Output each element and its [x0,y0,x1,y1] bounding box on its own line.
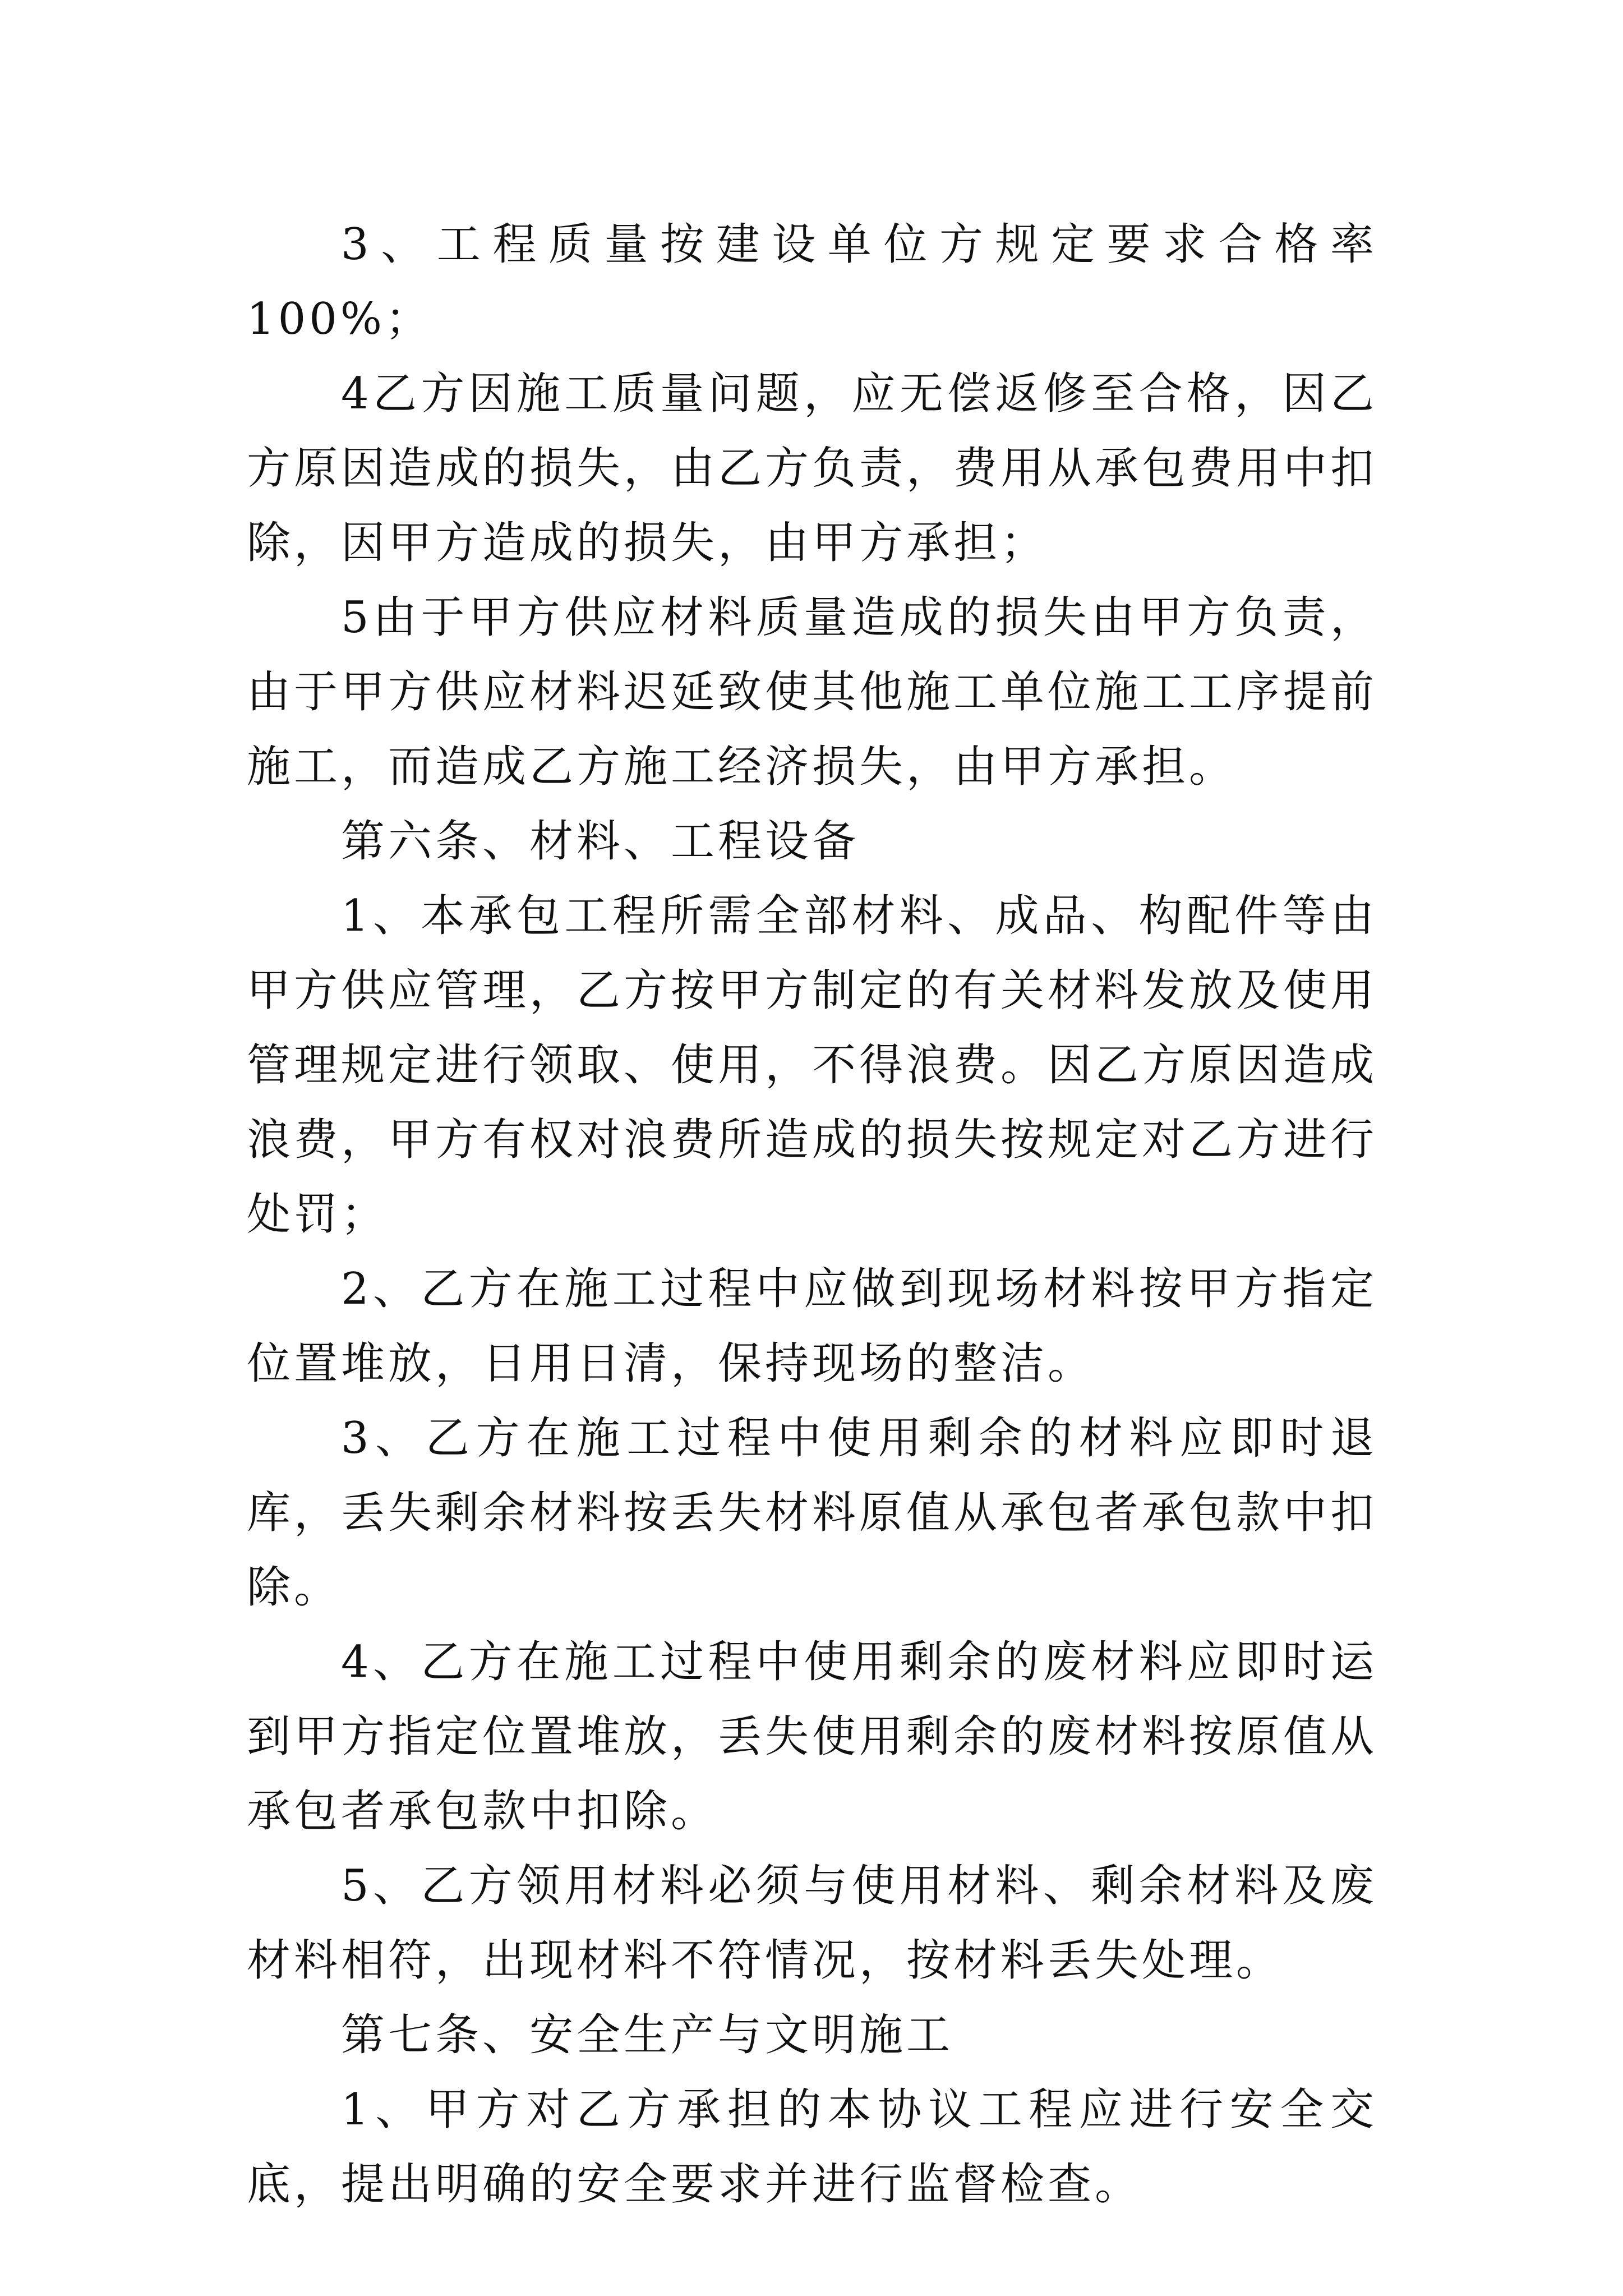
paragraph-surplus-return: 3、乙方在施工过程中使用剩余的材料应即时退库，丢失剩余材料按丢失材料原值从承包者承包款中扣除。 [247,1413,1378,1613]
paragraph-safety-briefing: 1、甲方对乙方承担的本协议工程应进行安全交底，提出明确的安全要求并进行监督检查。 [247,2085,1377,2210]
paragraph-waste-material: 4、乙方在施工过程中使用剩余的废材料应即时运到甲方指定位置堆放，丢失使用剩余的废材料按原值从承包者承包款中扣除。 [247,1637,1378,1837]
paragraph-material-reconciliation: 5、乙方领用材料必须与使用材料、剩余材料及废材料相符，出现材料不符情况，按材料丢失处理。 [247,1861,1377,1986]
paragraph-material-management: 1、本承包工程所需全部材料、成品、构配件等由甲方供应管理，乙方按甲方制定的有关材料发放及使用管理规定进行领取、使用，不得浪费。因乙方原因造成浪费，甲方有权对浪费所造成的损失按规定对乙方进行处罚； [247,891,1378,1240]
paragraph-material-supply-loss: 5由于甲方供应材料质量造成的损失由甲方负责，由于甲方供应材料迟延致使其他施工单位施工工序提前施工，而造成乙方施工经济损失，由甲方承担。 [247,592,1378,792]
document-body [247,208,1377,2222]
article-six-heading: 第六条、材料、工程设备 [341,816,860,867]
paragraph-quality-rate: 3、工程质量按建设单位方规定要求合格率100%； [247,219,1377,344]
paragraph-rework-liability: 4乙方因施工质量问题，应无偿返修至合格，因乙方原因造成的损失，由乙方负责，费用从承包费用中扣除，因甲方造成的损失，由甲方承担； [247,369,1378,568]
paragraph-site-stacking: 2、乙方在施工过程中应做到现场材料按甲方指定位置堆放，日用日清，保持现场的整洁。 [247,1264,1377,1389]
article-seven-heading: 第七条、安全生产与文明施工 [341,2010,954,2060]
